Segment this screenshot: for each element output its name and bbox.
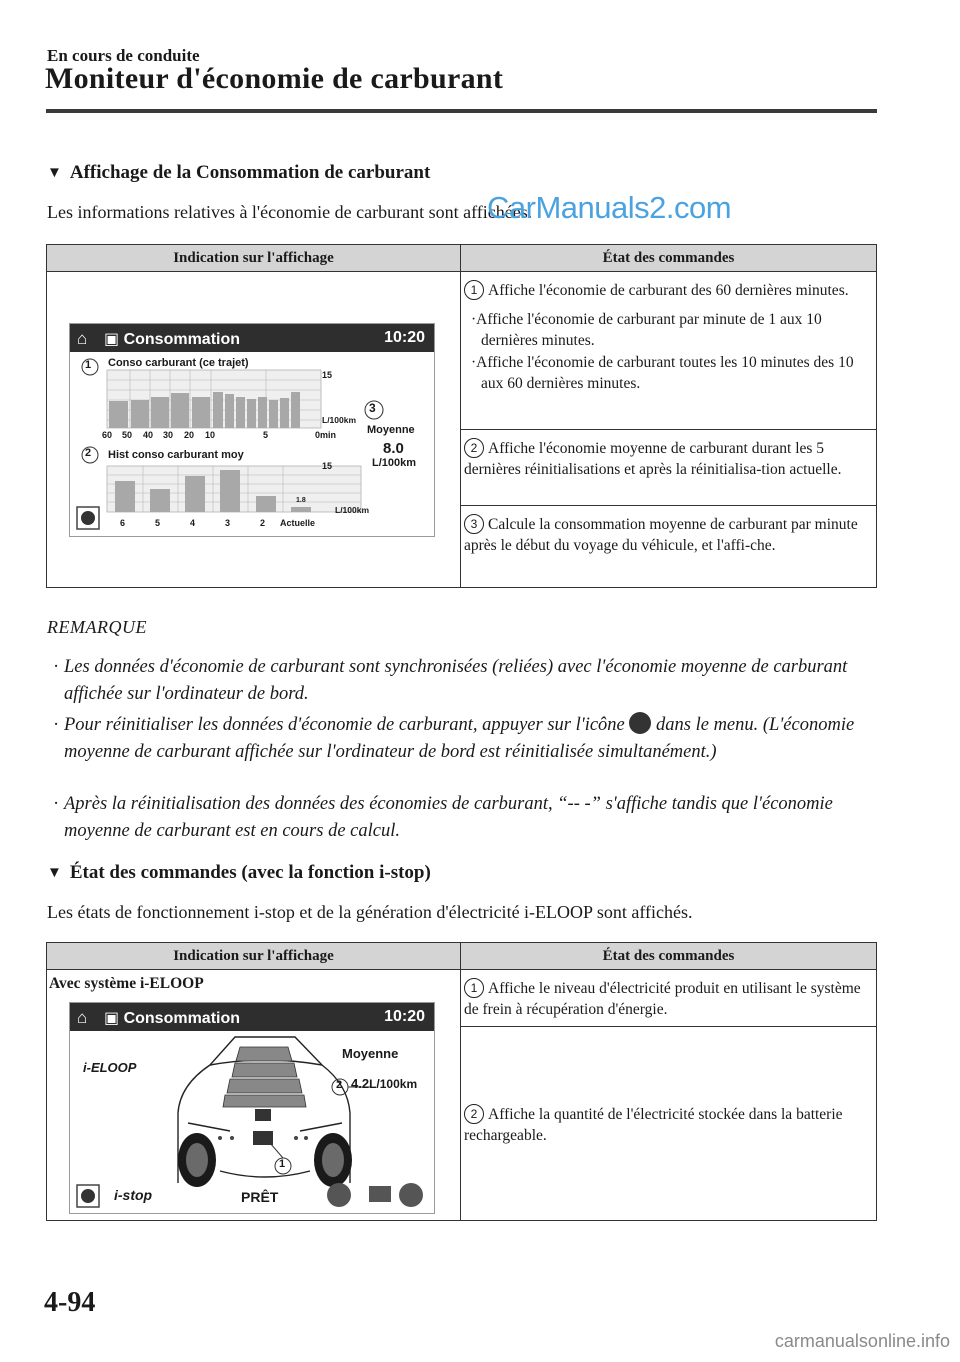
callout-2-icon: 2: [464, 438, 484, 458]
table-header-indication: Indication sur l'affichage: [47, 245, 461, 272]
section2-heading: ▼ État des commandes (avec la fonction i-stop): [47, 862, 431, 883]
average-unit: L/100km: [372, 457, 417, 469]
footer-site: carmanualsonline.info: [774, 1331, 950, 1351]
remarque-label: REMARQUE: [47, 617, 147, 637]
status-ready: PRÊT: [241, 1189, 279, 1205]
callout-2-icon: 2: [464, 1104, 484, 1124]
running-section-label: En cours de conduite: [47, 46, 200, 65]
screen-clock: 10:20: [384, 1008, 425, 1025]
callout-1-icon: 1: [464, 280, 484, 300]
upper-chart-max: 15: [322, 370, 333, 380]
note-item: · Pour réinitialiser les données d'économie de carburant, appuyer sur l'icône dans le menu. (L'économie moyenne de carburant affichée sur l'ordinateur de bord est réinitialisée simultanément.): [47, 712, 867, 766]
istop-label: i-stop: [114, 1187, 153, 1203]
reset-icon: [629, 712, 651, 734]
lower-chart-unit: L/100km: [335, 505, 370, 515]
section1-heading: ▼ Affichage de la Consommation de carburant: [47, 162, 431, 183]
section2-intro: Les états de fonctionnement i-stop et de la génération d'électricité i-ELOOP sont affichés.: [47, 902, 693, 922]
lower-chart-label: Hist conso carburant moy: [108, 449, 244, 461]
page-number: 4-94: [44, 1287, 96, 1318]
screen-clock: 10:20: [384, 329, 425, 346]
list-item: ·Affiche l'économie de carburant toutes les 10 minutes des 10 aux 60 dernières minutes.: [471, 354, 854, 392]
table-header-indication: Indication sur l'affichage: [47, 943, 461, 970]
triangle-icon: ▼: [47, 165, 62, 181]
screen-title: ▣ Consommation: [104, 331, 241, 348]
screen-title: ▣ Consommation: [104, 1010, 241, 1027]
callout-2: 2: [336, 1079, 343, 1091]
average-label: Moyenne: [367, 424, 415, 436]
table-row: 1 Affiche l'économie de carburant des 60 dernières minutes. ·Affiche l'économie de carburant par minute de 1 aux 10 dernières minutes. ·Affiche l'économie de carburant toutes les 10 minutes des 10 aux 60 dernières minutes.: [461, 272, 877, 430]
section1-intro: Les informations relatives à l'économie de carburant sont affichées.: [47, 202, 533, 222]
car-illustration: [70, 1003, 434, 1213]
home-icon[interactable]: ⌂: [77, 329, 88, 348]
screen-cell: Avec système i-ELOOP: [47, 970, 461, 1221]
page-title: Moniteur d'économie de carburant: [45, 62, 504, 95]
consumption-screen: ⌂ ▣ Consommation 10:20 1 2 3 Conso carburant (ce trajet) 15 L/100km 60 50 40 30 20 10 5 0min Hist conso carburant moy 15 1.8 L/100km 6 5 4 3 2 Actuelle Moyenne 8.0 L/100km: [69, 323, 435, 537]
note-item: · Les données d'économie de carburant sont synchronisées (reliées) avec l'économie moyenne de carburant affichée sur l'ordinateur de bord.: [53, 657, 848, 704]
callout-1-icon: 1: [464, 978, 484, 998]
average-label: Moyenne: [342, 1046, 399, 1061]
table-row: 1 Affiche le niveau d'électricité produit en utilisant le système de frein à récupération d'énergie.: [461, 970, 877, 1027]
upper-chart-unit: L/100km: [322, 415, 357, 425]
lower-current-value: 1.8: [296, 497, 306, 504]
callout-3-icon: 3: [464, 514, 484, 534]
upper-chart-label: Conso carburant (ce trajet): [108, 357, 249, 369]
note-item: · Après la réinitialisation des données des économies de carburant, “-- -” s'affiche tandis que l'économie moyenne de carburant est en cours de calcul.: [53, 794, 833, 841]
watermark: CarManuals2.com: [487, 190, 732, 225]
ieloop-label: i-ELOOP: [83, 1060, 137, 1075]
istop-screen: [69, 1002, 435, 1214]
average-callout: 3: [369, 401, 376, 415]
triangle-icon: ▼: [47, 865, 62, 881]
table-header-etat: État des commandes: [461, 943, 877, 970]
lower-chart-max: 15: [322, 461, 333, 471]
title-rule: [46, 109, 877, 113]
table-row: 3 Calcule la consommation moyenne de carburant par minute après le début du voyage du véhicule, et l'affi-che.: [461, 506, 877, 588]
table-row: 2 Affiche l'économie moyenne de carburant durant les 5 dernières réinitialisations et après la réinitialisa-tion actuelle.: [461, 430, 877, 506]
upper-callout: 1: [85, 359, 92, 371]
table-header-etat: État des commandes: [461, 245, 877, 272]
average-value: 4.2L/100km: [351, 1076, 418, 1091]
home-icon[interactable]: ⌂: [77, 1008, 88, 1027]
average-value: 8.0: [383, 440, 404, 457]
callout-1: 1: [279, 1158, 286, 1170]
table-row: 2 Affiche la quantité de l'électricité stockée dans la batterie rechargeable.: [461, 1027, 877, 1221]
lower-callout: 2: [85, 447, 92, 459]
list-item: ·Affiche l'économie de carburant par minute de 1 aux 10 dernières minutes.: [471, 311, 822, 349]
